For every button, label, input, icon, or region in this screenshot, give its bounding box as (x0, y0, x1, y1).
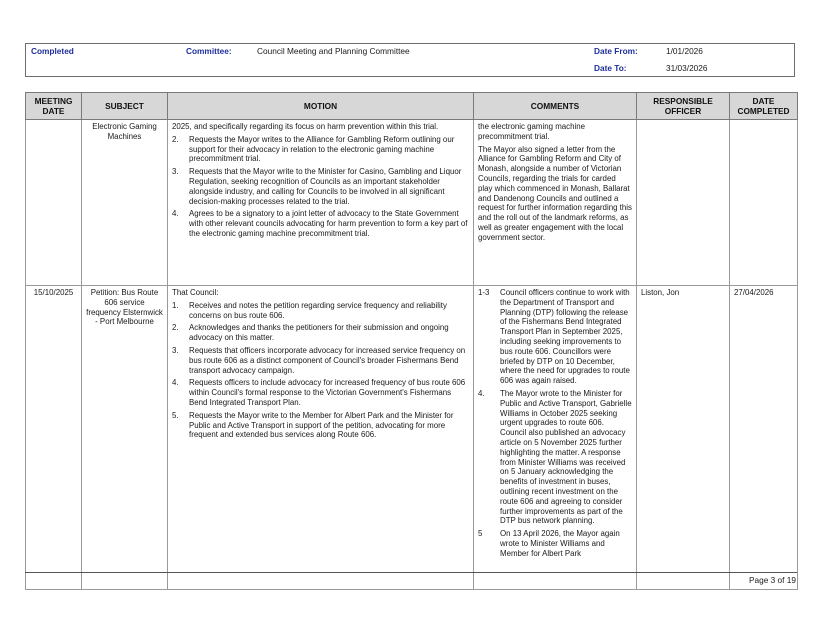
date-from-value: 1/01/2026 (666, 46, 703, 56)
motion-item-number: 2. (172, 323, 179, 333)
motion-item (172, 135, 469, 164)
committee-value: Council Meeting and Planning Committee (257, 46, 410, 56)
committee-label: Committee: (186, 46, 232, 56)
comment-item-number: 4. (478, 388, 485, 398)
motion-item-text: Agrees to be a signatory to a joint letter of advocacy to the State Government with other relevant councils advocating for harm prevention to form a key part of the electronic gaming machine precommitment trial. (189, 209, 468, 238)
motion-item-number: 2. (172, 134, 179, 144)
date-completed-cell (730, 120, 798, 286)
motion-item-number: 3. (172, 167, 179, 177)
motion-item-number: 5. (172, 410, 179, 420)
column-header-responsible-officer: RESPONSIBLE OFFICER (637, 93, 730, 120)
date-completed-cell: 27/04/2026 (730, 286, 798, 590)
motion-item (172, 411, 469, 440)
page-number: Page 3 of 19 (748, 575, 796, 585)
comments-cell (474, 286, 637, 590)
comment-paragraph: The Mayor also signed a letter from the Alliance for Gambling Reform and City of Monash, alongside a number of Victorian Councils, regarding the trials for carded play which commenced in Monash, Ballarat and Dandenong Councils and outlined a request for further information regarding this and the roll out of the landmark reforms, as well as greater engagement with the local government sector. (478, 144, 632, 242)
column-header-date-completed: DATE COMPLETED (730, 93, 798, 120)
comments-cell (474, 120, 637, 286)
comment-item-text: Council officers continue to work with the Department of Transport and Planning (DTP) following the release of the Fishermans Bend Integrated Transport Plan in September 2025, including seeking improvements to bus route 606. Councillors were briefed by DTP on 10 December, where the need for upgrades to route 606 was again raised. (500, 288, 630, 386)
comment-item-text: The Mayor wrote to the Minister for Public and Active Transport, Gabrielle Williams in October 2025 seeking urgent upgrades to route 606. Council also published an advocacy article on 5 November 2025 further highlighting the matter. A response from Minister Williams was received on 5 January acknowledging the benefits of investment in buses, outlining recent investment on the route 606 and agreeing to consider further improvements as part of the DTP bus network planning. (500, 388, 632, 526)
motion-item-text: Requests that the Mayor write to the Minister for Casino, Gambling and Liquor Regulation, seeking recognition of Councils as an important stakeholder alongside industry, and calling for Councils to be involved in all significant decision-making processes related to the trial. (189, 167, 462, 206)
comment-item (478, 529, 632, 558)
motion-item-number: 1. (172, 300, 179, 310)
motion-cell (168, 120, 474, 286)
date-to-value: 31/03/2026 (666, 63, 708, 73)
officer-cell: Liston, Jon (637, 286, 730, 590)
motion-item-text: Requests that officers incorporate advocacy for increased service frequency on bus route 606 as a distinct component of Council's broader Fishermans Bend transport advocacy campaign. (189, 345, 466, 375)
motions-table (25, 92, 798, 590)
motion-item-number: 4. (172, 209, 179, 219)
motion-cell (168, 286, 474, 590)
motion-item (172, 378, 469, 407)
report-header (25, 43, 795, 77)
motion-item-text: Requests the Mayor writes to the Alliance for Gambling Reform outlining our support for their advocacy in relation to the electronic gaming machine precommitment trial. (189, 134, 455, 164)
comment-paragraph: the electronic gaming machine precommitment trial. (478, 122, 586, 141)
comment-item-number: 1-3 (478, 288, 490, 297)
column-header-meeting-date: MEETING DATE (26, 93, 82, 120)
motion-item-text: Receives and notes the petition regarding service frequency and reliability concerns on bus route 606. (189, 300, 447, 320)
comment-item (478, 288, 632, 386)
motion-intro: That Council: (172, 288, 219, 297)
motion-item (172, 323, 469, 343)
status-label: Completed (31, 46, 74, 56)
motion-item-text: Requests the Mayor write to the Member for Albert Park and the Minister for Public and Active Transport in support of the petition, advocating for more frequent and extended bus services along Route 606. (189, 410, 454, 440)
meeting-date-cell: 15/10/2025 (26, 286, 82, 590)
column-header-comments: COMMENTS (474, 93, 637, 120)
comment-item (478, 389, 632, 526)
motion-item-text: Acknowledges and thanks the petitioners for their submission and ongoing advocacy on this matter. (189, 323, 449, 343)
motion-item (172, 209, 469, 238)
motion-intro: 2025, and specifically regarding its focus on harm prevention within this trial. (172, 122, 439, 131)
meeting-date-cell (26, 120, 82, 286)
table-row (26, 120, 798, 286)
motion-item-text: Requests officers to include advocacy for increased frequency of bus route 606 within Council's formal response to the Victorian Government's Fishermans Bend Integrated Transport Plan. (189, 378, 466, 407)
subject-cell: Electronic Gaming Machines (82, 120, 168, 286)
date-to-label: Date To: (594, 63, 627, 73)
motion-item (172, 301, 469, 321)
comment-item-text: On 13 April 2026, the Mayor again wrote to Minister Williams and Member for Albert Park (500, 529, 620, 558)
column-header-subject: SUBJECT (82, 93, 168, 120)
motion-item (172, 346, 469, 375)
footer-divider (25, 572, 797, 573)
column-header-motion: MOTION (168, 93, 474, 120)
subject-cell: Petition: Bus Route 606 service frequency Elsternwick - Port Melbourne (82, 286, 168, 590)
table-row (26, 286, 798, 590)
comment-item-number: 5 (478, 529, 483, 539)
officer-cell (637, 120, 730, 286)
motion-item (172, 167, 469, 206)
table-header-row (26, 93, 798, 120)
motion-item-number: 3. (172, 345, 179, 355)
motion-item-number: 4. (172, 378, 179, 388)
date-from-label: Date From: (594, 46, 638, 56)
